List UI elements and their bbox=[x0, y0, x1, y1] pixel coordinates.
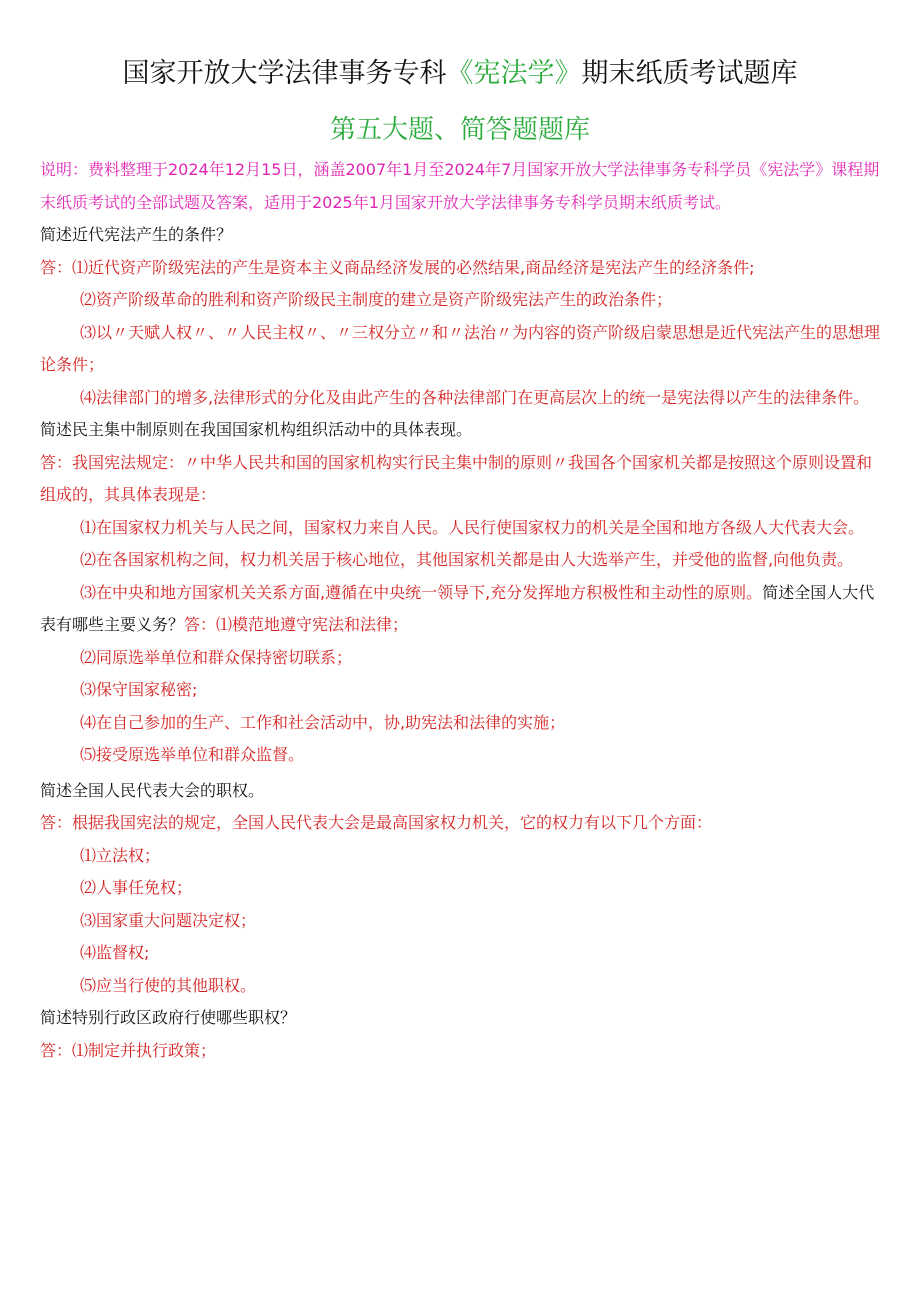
title-prefix: 国家开放大学法律事务专科 bbox=[122, 58, 447, 89]
answer-2-line-3-with-question-3 bbox=[40, 577, 883, 642]
question-5: 简述特别行政区政府行使哪些职权？ bbox=[40, 1008, 297, 1027]
question-4: 简述全国人民代表大会的职权。 bbox=[40, 780, 265, 800]
answer-4-line-3: ⑶国家重大问题决定权； bbox=[80, 910, 257, 930]
answer-1-line-2: ⑵资产阶级革命的胜利和资产阶级民主制度的建立是资产阶级宪法产生的政治条件； bbox=[80, 290, 673, 309]
intro-note: 说明：费料整理于2024年12月15日，涵盖2007年1月至2024年7月国家开放大学法律事务专科学员《宪法学》课程期末纸质考试的全部试题及答案，适用于2025年1月国家开放大学法律事务专科学员期末纸质考试。 bbox=[40, 160, 880, 212]
answer-3-line-3: ⑶保守国家秘密; bbox=[80, 680, 198, 699]
title-suffix: 期末纸质考试题库 bbox=[581, 58, 798, 89]
answer-3-line-4: ⑷在自己参加的生产、工作和社会活动中，协,助宪法和法律的实施； bbox=[80, 712, 566, 732]
section-subtitle: 第五大题、简答题题库 bbox=[329, 115, 590, 145]
answer-4-line-2: ⑵人事任免权； bbox=[80, 878, 193, 897]
answer-2-line-2: ⑵在各国家机构之间，权力机关居于核心地位，其他国家机关都是由人大选举产生，并受他的监督,向他负责。 bbox=[80, 550, 854, 569]
answer-1-line-4: ⑷法律部门的增多,法律形式的分化及由此产生的各种法律部门在更高层次上的统一是宪法得以产生的法律条件。 bbox=[80, 387, 870, 407]
answer-2-line-3: ⑶在中央和地方国家机关关系方面,遵循在中央统一领导下,充分发挥地方积极性和主动性的原则。 bbox=[80, 582, 763, 602]
question-2: 简述民主集中制原则在我国国家机构组织活动中的具体表现。 bbox=[40, 420, 473, 439]
answer-2-line-1: ⑴在国家权力机关与人民之间，国家权力来自人民。人民行使国家权力的机关是全国和地方各级人大代表大会。 bbox=[80, 517, 865, 537]
answer-3-line-5: ⑸接受原选举单位和群众监督。 bbox=[80, 745, 305, 764]
answer-3-line-2: ⑵同原选举单位和群众保持密切联系； bbox=[80, 647, 353, 667]
answer-4-line-5: ⑸应当行使的其他职权。 bbox=[80, 975, 257, 995]
question-1: 简述近代宪法产生的条件？ bbox=[40, 225, 233, 244]
answer-4-intro: 答：根据我国宪法的规定，全国人民代表大会是最高国家权力机关，它的权力有以下几个方面： bbox=[40, 813, 713, 832]
answer-4-line-4: ⑷监督权; bbox=[80, 943, 150, 962]
question-3: 简述全国人大代表有哪些主要义务？ bbox=[40, 582, 875, 634]
answer-4-line-1: ⑴立法权； bbox=[80, 845, 161, 865]
answer-5-line-1: 答：⑴制定并执行政策； bbox=[40, 1040, 217, 1060]
answer-3-line-1: 答：⑴模范地遵守宪法和法律； bbox=[184, 615, 409, 634]
answer-1-line-3: ⑶以〃天赋人权〃、〃人民主权〃、〃三权分立〃和〃法治〃为内容的资产阶级启蒙思想是近代宪法产生的思想理论条件； bbox=[40, 322, 881, 374]
answer-1-line-1: 答：⑴近代资产阶级宪法的产生是资本主义商品经济发展的必然结果,商品经济是宪法产生的经济条件; bbox=[40, 257, 755, 277]
answer-2-intro: 答：我国宪法规定：〃中华人民共和国的国家机构实行民主集中制的原则〃我国各个国家机关都是按照这个原则设置和组成的，其具体表现是： bbox=[40, 452, 873, 504]
document-body bbox=[40, 154, 883, 1067]
title-course-name: 《宪法学》 bbox=[446, 58, 582, 89]
document-title bbox=[0, 55, 920, 93]
